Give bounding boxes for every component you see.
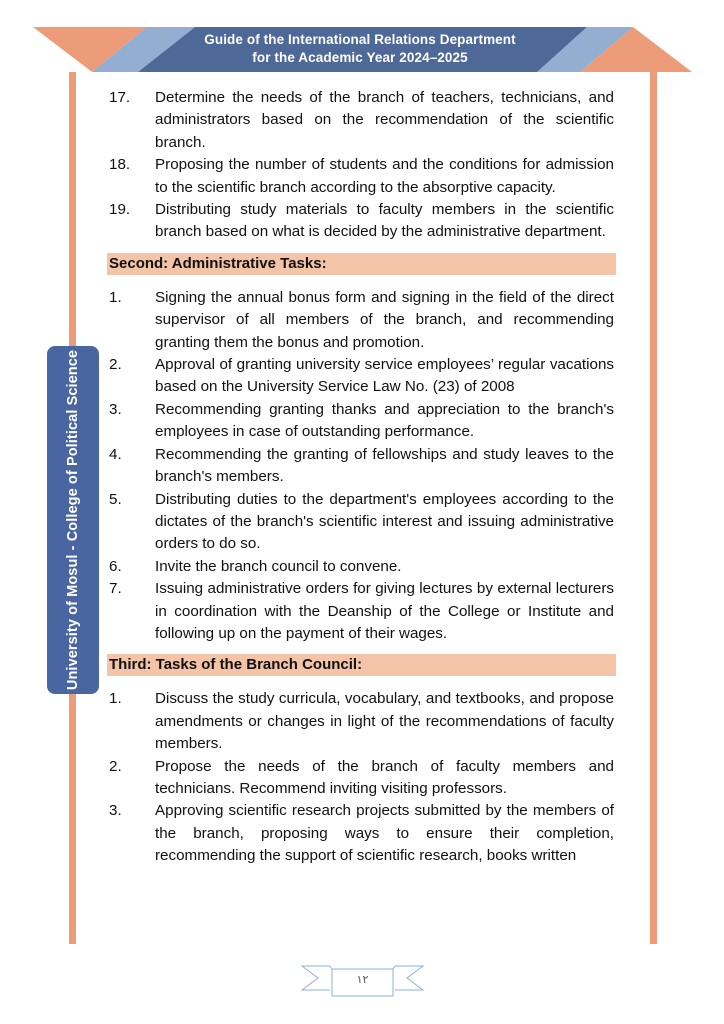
list-item — [107, 756, 616, 801]
page-title — [140, 31, 580, 67]
side-tab — [47, 346, 99, 694]
item-text: Approving scientific research projects submitted by the members of the branch, proposing ways to ensure their completion, recommending the support of scientific research, books written — [155, 802, 614, 865]
page-number-ribbon — [300, 960, 425, 1000]
header-banner — [0, 0, 724, 90]
page-number: ١٢ — [356, 973, 369, 986]
item-text: Approval of granting university service employees’ regular vacations based on the University Service Law No. (23) of 2008 — [155, 356, 614, 396]
section-heading-administrative-tasks: Second: Administrative Tasks: — [107, 253, 616, 275]
item-text: Discuss the study curricula, vocabulary, and textbooks, and propose amendments or changes in light of the recommendations of faculty members. — [155, 690, 614, 753]
section-heading-branch-council: Third: Tasks of the Branch Council: — [107, 654, 616, 676]
list-item — [107, 800, 616, 867]
list-item — [107, 199, 616, 244]
item-number: 17. — [109, 89, 131, 106]
title-line-2: for the Academic Year 2024–2025 — [252, 50, 468, 65]
item-number: 6. — [109, 557, 122, 575]
third-section-list — [107, 688, 616, 867]
first-section-list — [107, 87, 616, 244]
list-item — [107, 87, 616, 154]
item-number: 4. — [109, 445, 122, 463]
item-number: 2. — [109, 757, 122, 775]
item-number: 7. — [109, 580, 122, 598]
list-item — [107, 489, 616, 556]
list-item — [107, 444, 616, 489]
title-line-1: Guide of the International Relations Department — [204, 32, 516, 47]
item-number: 1. — [109, 288, 122, 306]
item-text: Signing the annual bonus form and signing in the field of the direct supervisor of all members of the branch, and recommending granting them the bonus and promotion. — [155, 288, 614, 351]
list-item — [107, 688, 616, 755]
list-item — [107, 399, 616, 444]
item-text: Determine the needs of the branch of teachers, technicians, and administrators based on the recommendation of the scientific branch. — [155, 89, 614, 151]
item-text: Proposing the number of students and the conditions for admission to the scientific branch according to the absorptive capacity. — [155, 156, 614, 196]
second-section-list — [107, 287, 616, 646]
item-text: Invite the branch council to convene. — [155, 557, 402, 575]
item-number: 1. — [109, 690, 122, 708]
side-tab-label: University of Mosul - College of Political Science — [65, 349, 81, 691]
item-text: Propose the needs of the branch of faculty members and technicians. Recommend inviting visiting professors. — [155, 757, 614, 797]
list-item — [107, 556, 616, 578]
item-number: 3. — [109, 400, 122, 418]
item-number: 18. — [109, 156, 131, 174]
item-number: 5. — [109, 490, 122, 508]
item-number: 2. — [109, 356, 122, 374]
document-body — [107, 87, 616, 868]
list-item — [107, 154, 616, 199]
item-text: Issuing administrative orders for giving lectures by external lecturers in coordination with the Deanship of the College or Institute and following up on the payment of their wages. — [155, 580, 614, 642]
item-text: Distributing duties to the department's employees according to the dictates of the branch's scientific interest and issuing administrative orders to do so. — [155, 490, 614, 553]
list-item — [107, 354, 616, 399]
right-border-rail — [650, 72, 657, 944]
list-item — [107, 578, 616, 645]
item-text: Recommending granting thanks and appreciation to the branch's employees in case of outstanding performance. — [155, 400, 614, 441]
list-item — [107, 287, 616, 354]
item-number: 3. — [109, 802, 122, 820]
item-text: Recommending the granting of fellowships and study leaves to the branch's members. — [155, 445, 614, 486]
item-number: 19. — [109, 201, 131, 219]
item-text: Distributing study materials to faculty members in the scientific branch based on what is decided by the administrative department. — [155, 201, 614, 241]
